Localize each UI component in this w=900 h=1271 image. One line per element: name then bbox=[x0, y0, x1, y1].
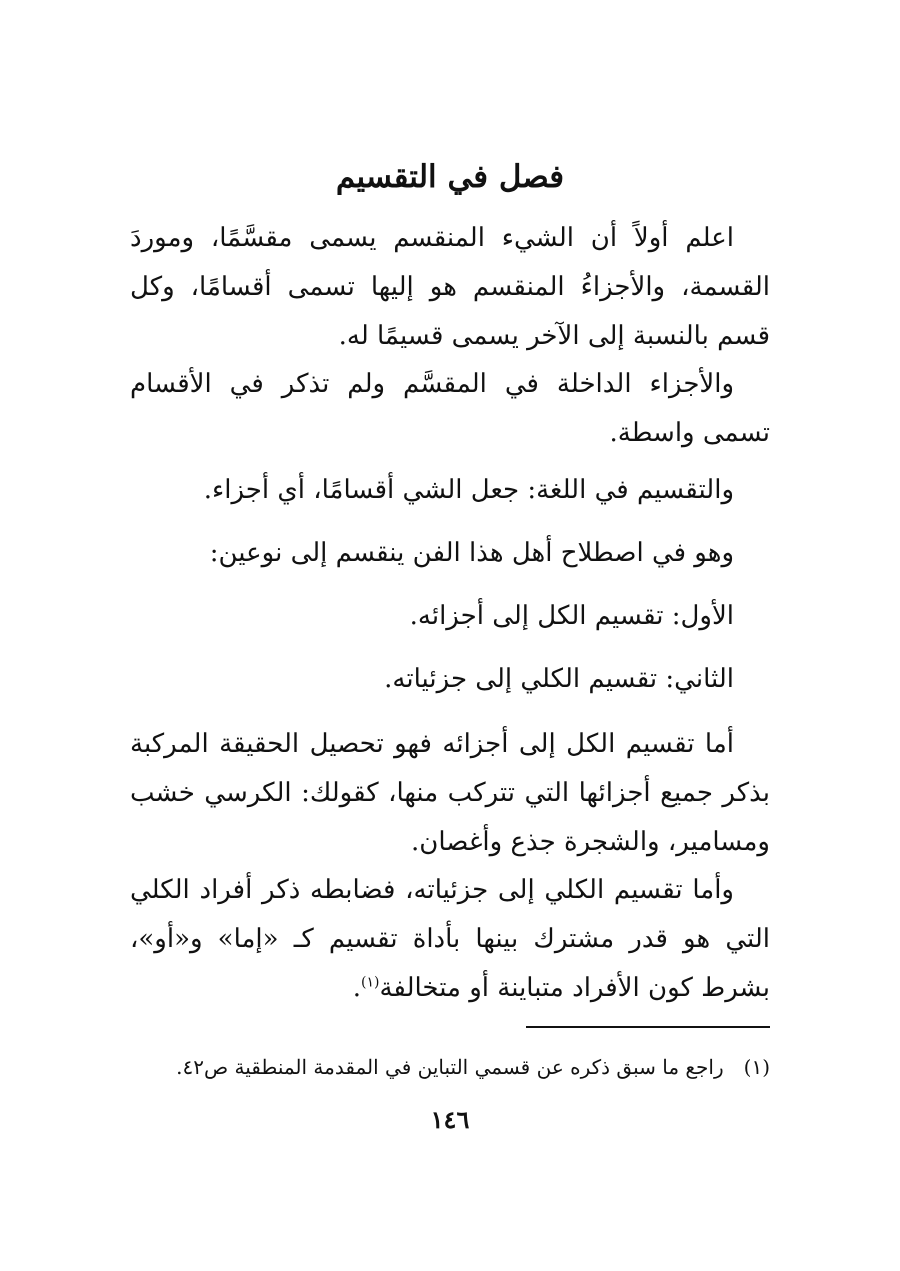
footnote-marker: (١) bbox=[743, 1055, 770, 1079]
paragraph-second-type: الثاني: تقسيم الكلي إلى جزئياته. bbox=[384, 664, 734, 694]
section-title: فصل في التقسيم bbox=[335, 159, 565, 195]
paragraph-technical-meaning: وهو في اصطلاح أهل هذا الفن ينقسم إلى نوعين: bbox=[209, 538, 734, 568]
paragraph-universal-to-particulars bbox=[130, 866, 770, 1013]
paragraph-whole-to-parts: أما تقسيم الكل إلى أجزائه فهو تحصيل الحقيقة المركبة بذكر جميع أجزائها التي تتركب منها، كقولك: الكرسي خشب ومسامير، والشجرة جذع وأغصان. bbox=[130, 729, 770, 857]
paragraph-end-mark: . bbox=[352, 973, 362, 1003]
footnote bbox=[130, 1050, 770, 1084]
paragraph-first-type: الأول: تقسيم الكل إلى أجزائه. bbox=[409, 601, 734, 631]
page-number: ١٤٦ bbox=[430, 1105, 470, 1134]
footnote-reference[interactable]: (١) bbox=[361, 974, 380, 991]
paragraph-definition-of-divided: اعلم أولاً أن الشيء المنقسم يسمى مقسَّمًا، وموردَ القسمة، والأجزاءُ المنقسم هو إليها تسمى أقسامًا، وكل قسم بالنسبة إلى الآخر يسمى قسيمًا له. bbox=[130, 223, 770, 351]
book-page bbox=[130, 0, 770, 1271]
paragraph-linguistic-meaning: والتقسيم في اللغة: جعل الشي أقسامًا، أي أجزاء. bbox=[203, 475, 734, 505]
paragraph-intermediate: والأجزاء الداخلة في المقسَّم ولم تذكر في الأقسام تسمى واسطة. bbox=[130, 369, 770, 448]
footnote-divider bbox=[526, 1026, 770, 1028]
footnote-text: راجع ما سبق ذكره عن قسمي التباين في المقدمة المنطقية ص٤٢. bbox=[176, 1055, 724, 1079]
paragraph-universal-text: وأما تقسيم الكلي إلى جزئياته، فضابطه ذكر أفراد الكلي التي هو قدر مشترك بينها بأداة تقسيم كـ «إما» و«أو»، بشرط كون الأفراد متباينة أو متخالفة bbox=[130, 875, 770, 1003]
